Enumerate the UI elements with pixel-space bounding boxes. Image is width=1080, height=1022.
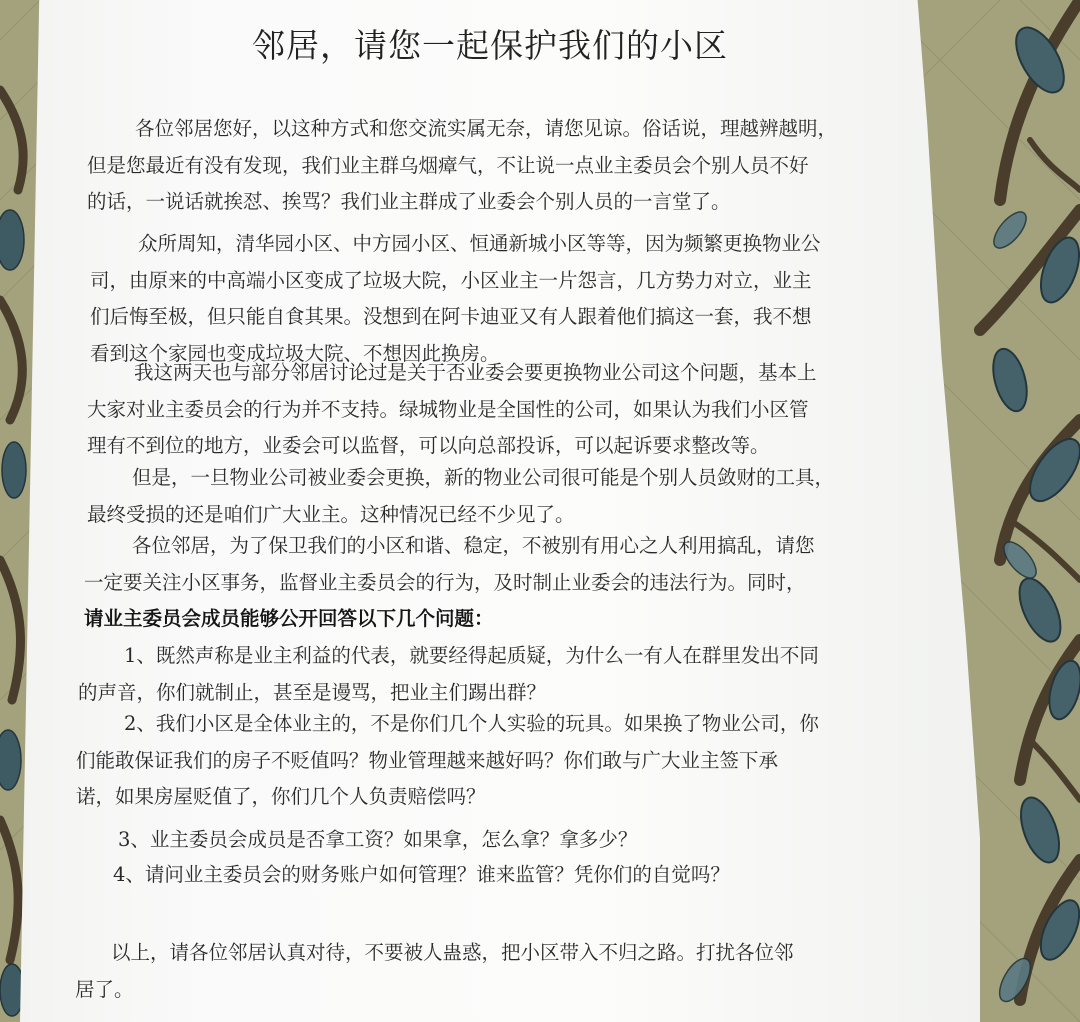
text-line: 的声音，你们就制止，甚至是谩骂，把业主们踢出群？ (78, 680, 547, 704)
text-line: 众所周知，清华园小区、中方园小区、恒通新城小区等等，因为频繁更换物业公 (138, 232, 821, 255)
question-3 (118, 822, 637, 859)
text-line: 司，由原来的中高端小区变成了垃圾大院，小区业主一片怨言，几方势力对立，业主 (90, 268, 812, 292)
text-line: 最终受损的还是咱们广大业主。这种情况已经不少见了。 (87, 502, 575, 526)
text-line: 1、既然声称是业主利益的代表，就要经得起质疑，为什么一有人在群里发出不同 (124, 644, 819, 667)
text-line: 请业主委员会成员能够公开回答以下几个问题： (84, 607, 494, 630)
paragraph-discussion (87, 355, 817, 465)
text-line: 看到这个家园也变成垃圾大院、不想因此换房。 (90, 341, 500, 365)
question-2 (76, 706, 819, 816)
question-4 (113, 857, 730, 894)
text-line: 3、业主委员会成员是否拿工资？如果拿，怎么拿？拿多少？ (118, 828, 638, 851)
paragraph-well-known (90, 226, 821, 372)
text-line: 各位邻居，为了保卫我们的小区和谐、稳定，不被别有用心之人利用搞乱，请您 (132, 534, 815, 557)
paragraph-but (87, 460, 834, 533)
text-line: 一定要关注小区事务，监督业主委员会的行为，及时制止业委会的违法行为。同时， (84, 570, 806, 594)
text-line: 们能敢保证我们的房子不贬值吗？物业管理越来越好吗？你们敢与广大业主签下承 (76, 748, 779, 772)
text-line: 居了。 (75, 977, 134, 1001)
paragraph-call-to-action (84, 528, 815, 601)
text-line: 4、请问业主委员会的财务账户如何管理？谁来监管？凭你们的自觉吗？ (113, 863, 730, 886)
text-line: 但是，一旦物业公司被业委会更换，新的物业公司很可能是个别人员敛财的工具， (132, 466, 835, 489)
text-line: 诺，如果房屋贬值了，你们几个人负责赔偿吗？ (76, 785, 486, 808)
text-line: 但是您最近有没有发现，我们业主群乌烟瘴气，不让说一点业主委员会个别人员不好 (87, 153, 809, 177)
text-line: 的话，一说话就挨怼、挨骂？我们业主群成了业委会个别人员的一言堂了。 (87, 190, 731, 213)
notice-title: 邻居，请您一起保护我们的小区 (252, 26, 728, 65)
text-line: 各位邻居您好，以这种方式和您交流实属无奈，请您见谅。俗话说，理越辨越明， (135, 117, 838, 140)
paragraph-closing (75, 935, 794, 1008)
paragraph-questions-heading (84, 601, 494, 638)
text-line: 理有不到位的地方，业委会可以监督，可以向总部投诉，可以起诉要求整改等。 (87, 434, 770, 457)
text-line: 们后悔至极，但只能自食其果。没想到在阿卡迪亚又有人跟着他们搞这一套，我不想 (90, 305, 812, 328)
text-line: 我这两天也与部分邻居讨论过是关于否业委会要更换物业公司这个问题，基本上 (134, 361, 817, 384)
text-line: 2、我们小区是全体业主的，不是你们几个人实验的玩具。如果换了物业公司，你 (124, 712, 819, 735)
text-line: 大家对业主委员会的行为并不支持。绿城物业是全国性的公司，如果认为我们小区管 (87, 397, 809, 421)
paragraph-greeting (87, 111, 837, 221)
question-1 (78, 638, 819, 711)
text-line: 以上，请各位邻居认真对待，不要被人蛊惑，把小区带入不归之路。打扰各位邻 (111, 941, 794, 964)
